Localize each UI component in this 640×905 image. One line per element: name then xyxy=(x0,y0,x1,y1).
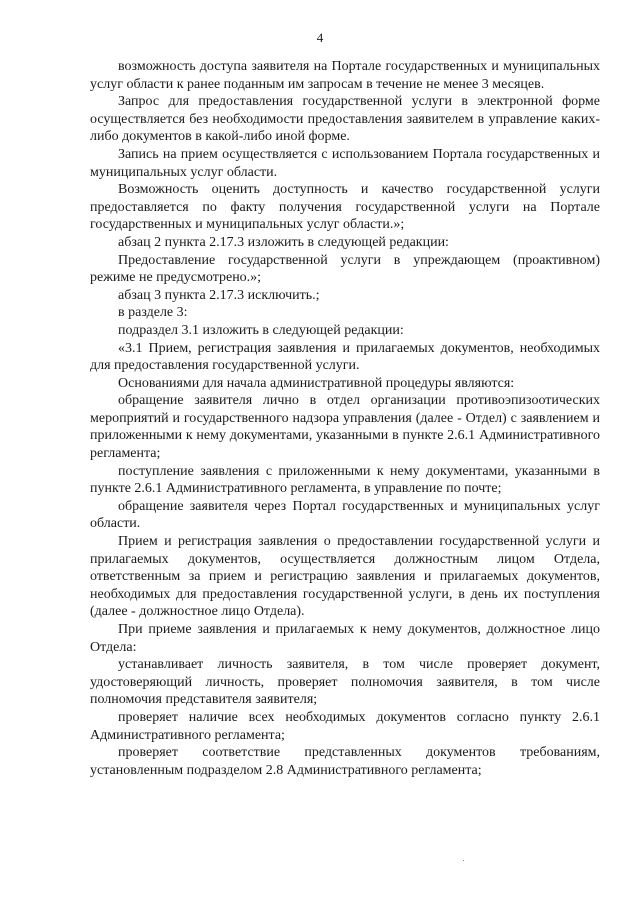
paragraph: Возможность оценить доступность и качество государственной услуги предоставляется по факту получения государственной услуги на Портале государственных и муниципальных услуг области.»; xyxy=(90,182,600,233)
paragraph: Запрос для предоставления государственной услуги в электронной форме осуществляется без необходимости предоставления заявителем в управление каких-либо документов в какой-либо иной форме. xyxy=(90,94,600,145)
paragraph: возможность доступа заявителя на Портале государственных и муниципальных услуг области к ранее поданным им запросам в течение не менее 3 месяцев. xyxy=(90,59,600,92)
paragraph: обращение заявителя через Портал государственных и муниципальных услуг области. xyxy=(90,498,600,532)
paragraph: Запись на прием осуществляется с использованием Портала государственных и муниципальных услуг области. xyxy=(90,146,600,180)
paragraph: При приеме заявления и прилагаемых к нему документов, должностное лицо Отдела: xyxy=(90,622,600,655)
paragraph: обращение заявителя лично в отдел организации противоэпизоотических мероприятий и государственного надзора управления (далее - Отдел) с заявлением и приложенными к нему документами, указанными в пункте 2.6.1 Административного регламента; xyxy=(90,393,600,462)
paragraph: Прием и регистрация заявления о предоставлении государственной услуги и прилагаемых документов, осуществляется должностным лицом Отдела, ответственным за прием и регистрацию заявления и прилагаемых документов, необходимых для предоставления государственной услуги, в день их поступления (далее - должностное лицо Отдела). xyxy=(90,534,600,620)
scan-speck xyxy=(463,860,464,861)
document-body xyxy=(90,58,600,779)
paragraph: проверяет соответствие представленных документов требованиям, установленным подразделом 2.8 Административного регламента; xyxy=(90,745,600,778)
paragraph: подраздел 3.1 изложить в следующей редакции: xyxy=(118,322,404,338)
paragraph: абзац 3 пункта 2.17.3 исключить.; xyxy=(118,287,320,303)
paragraph: поступление заявления с приложенными к нему документами, указанными в пункте 2.6.1 Административного регламента, в управление по почте; xyxy=(90,463,600,497)
paragraph: Основаниями для начала административной процедуры являются: xyxy=(118,375,515,391)
paragraph: абзац 2 пункта 2.17.3 изложить в следующей редакции: xyxy=(118,234,449,250)
paragraph: в разделе 3: xyxy=(118,305,188,321)
page-number: 4 xyxy=(316,30,324,45)
paragraph: проверяет наличие всех необходимых документов согласно пункту 2.6.1 Административного регламента; xyxy=(90,709,600,743)
paragraph: Предоставление государственной услуги в упреждающем (проактивном) режиме не предусмотрено.»; xyxy=(90,252,600,286)
paragraph: «3.1 Прием, регистрация заявления и прилагаемых документов, необходимых для предоставления государственной услуги. xyxy=(90,340,600,374)
paragraph: устанавливает личность заявителя, в том числе проверяет документ, удостоверяющий личность, проверяет полномочия заявителя, в том числе полномочия представителя заявителя; xyxy=(90,657,600,708)
